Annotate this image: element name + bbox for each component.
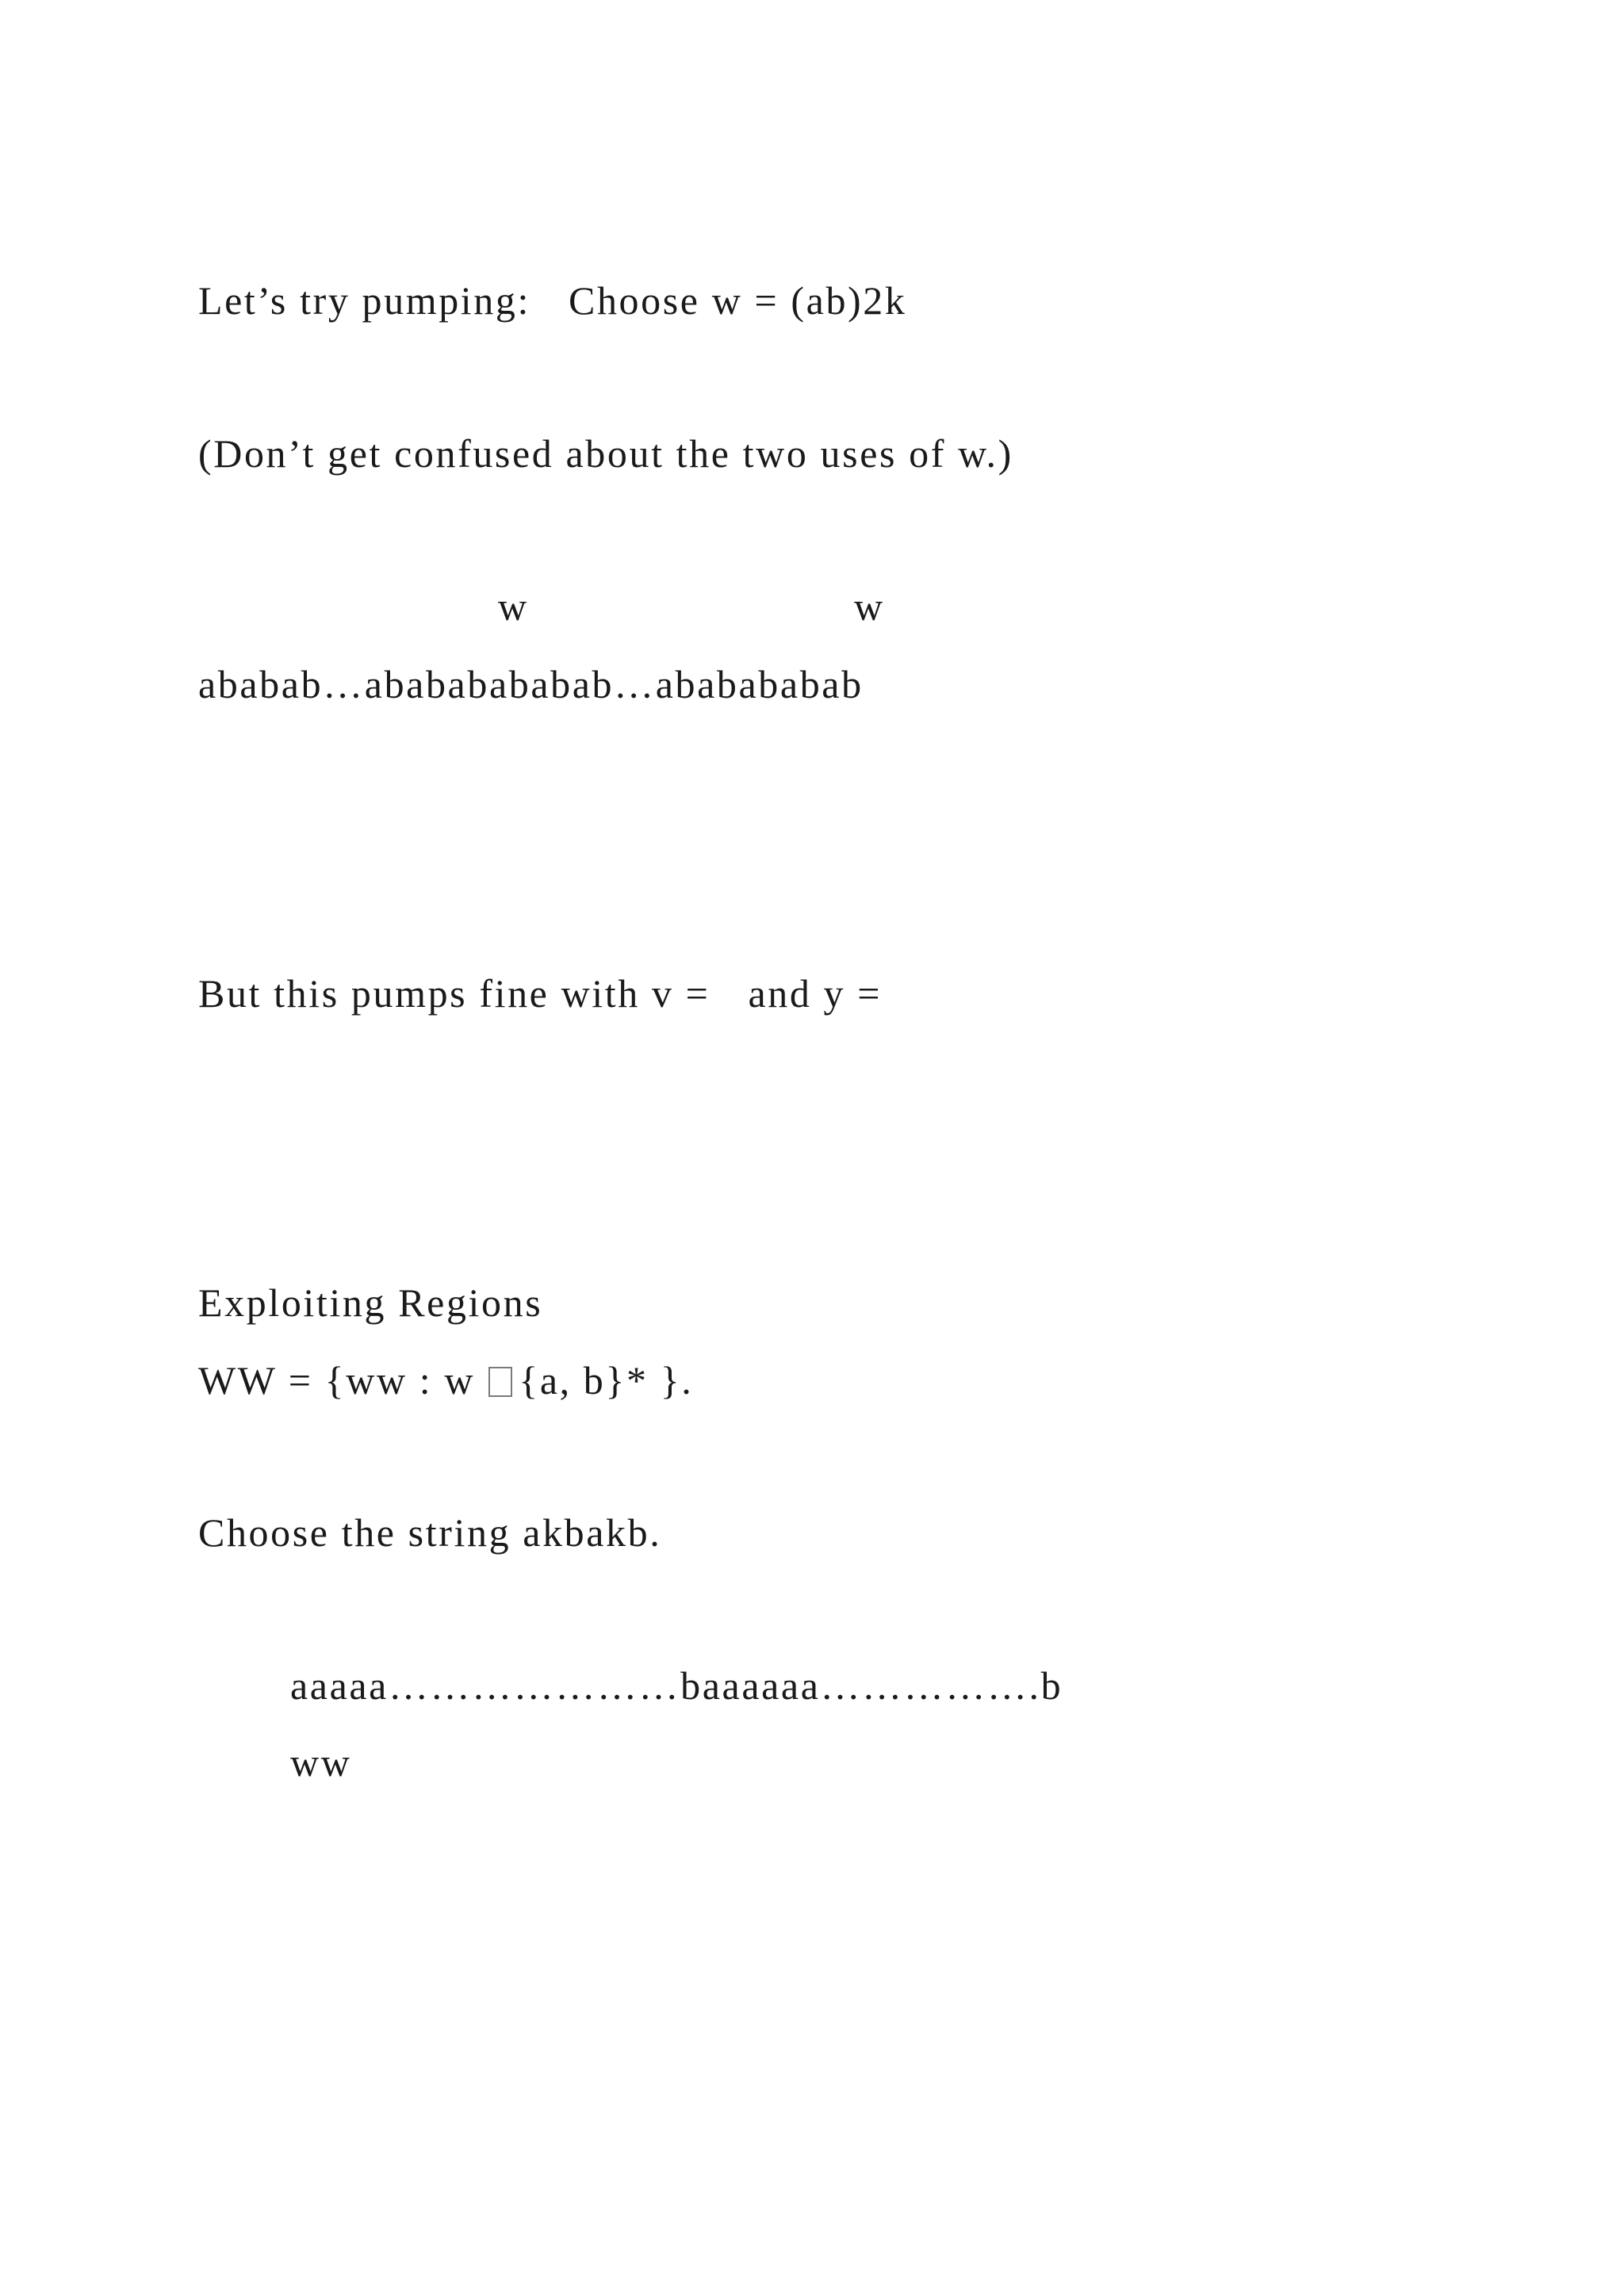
ww-definition bbox=[198, 1360, 693, 1400]
pumping-intro bbox=[198, 278, 907, 323]
missing-glyph-icon bbox=[488, 1367, 512, 1397]
w-label-first: w bbox=[498, 584, 529, 629]
choose-w-text: Choose w = (ab)2k bbox=[569, 278, 907, 323]
choose-string-line: Choose the string akbakb. bbox=[198, 1510, 662, 1555]
ab-region-string: aaaaa…………………baaaaaa…………….b bbox=[290, 1663, 1063, 1708]
section-heading: Exploiting Regions bbox=[198, 1280, 543, 1325]
pumping-note: (Don’t get confused about the two uses of w.) bbox=[198, 431, 1013, 476]
pumping-intro-text: Let’s try pumping: bbox=[198, 278, 530, 323]
ab-string: ababab…abababababab…ababababab bbox=[198, 662, 864, 706]
w-label-second: w bbox=[854, 584, 885, 629]
and-y-text: and y = bbox=[748, 971, 883, 1016]
ww-def-left: WW = {ww : w bbox=[198, 1358, 476, 1402]
pumps-fine-text: But this pumps fine with v = bbox=[198, 971, 710, 1016]
pumps-fine-line bbox=[198, 971, 883, 1016]
ww-label: ww bbox=[290, 1740, 352, 1785]
ww-def-right: {a, b}* }. bbox=[519, 1358, 694, 1402]
